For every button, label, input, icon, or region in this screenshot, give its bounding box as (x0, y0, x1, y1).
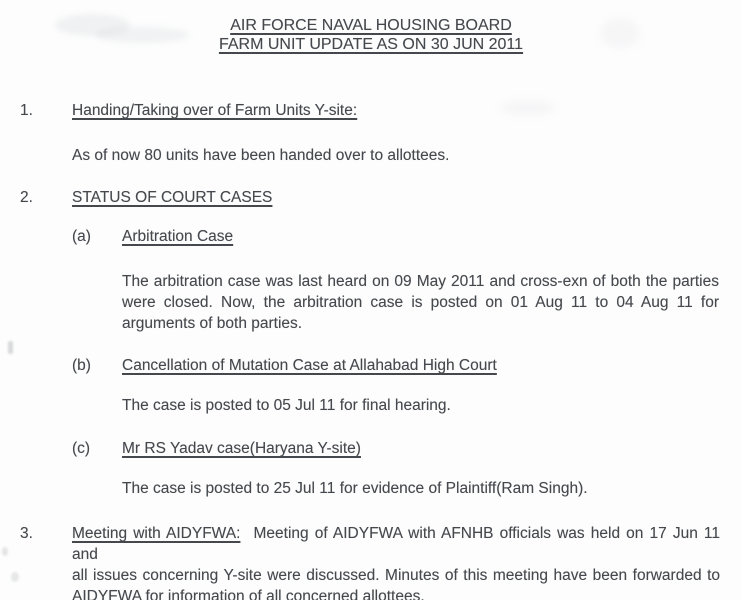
section-1-number: 1. (20, 102, 33, 119)
document-title (0, 16, 742, 54)
case-a-heading-row (0, 226, 742, 247)
section-3-row (0, 523, 742, 600)
case-a-paragraph-line: were closed. Now, the arbitration case is posted on 01 Aug 11 to 04 Aug 11 for (122, 294, 719, 311)
document-title-line2: FARM UNIT UPDATE AS ON 30 JUN 2011 (218, 36, 524, 53)
case-c-marker: (c) (72, 440, 91, 457)
case-b-heading: Cancellation of Mutation Case at Allahabad High Court (122, 357, 497, 374)
document-title-line1: AIR FORCE NAVAL HOUSING BOARD (230, 17, 512, 34)
section-2-heading: STATUS OF COURT CASES (72, 189, 273, 206)
case-a-paragraph-line: The arbitration case was last heard on 09 May 2011 and cross-exn of both the parties (122, 273, 719, 290)
section-2-heading-row (0, 187, 742, 208)
section-3-number: 3. (20, 525, 33, 542)
section-3-line2: all issues concerning Y-site were discussed. Minutes of this meeting have been forwarded to (72, 567, 720, 584)
scan-smudge (8, 341, 13, 354)
case-c-heading-row (0, 438, 742, 459)
section-1-body: As of now 80 units have been handed over to allottees. (72, 147, 450, 164)
section-3-line1 (72, 523, 720, 565)
case-b-body: The case is posted to 05 Jul 11 for final hearing. (122, 397, 451, 414)
case-a-paragraph (0, 271, 742, 334)
case-b-heading-row (0, 355, 742, 376)
case-c-body-row (0, 478, 742, 499)
case-b-marker: (b) (72, 357, 91, 374)
section-3-line1-rest: Meeting of AIDYFWA with AFNHB officials was held on 17 Jun 11 and (72, 525, 721, 563)
section-1-heading-row (0, 100, 742, 121)
case-c-body: The case is posted to 25 Jul 11 for evidence of Plaintiff(Ram Singh). (122, 480, 588, 497)
section-3-line3: AIDYFWA for information of all concerned allottees. (72, 588, 425, 600)
section-3-heading: Meeting with AIDYFWA: (72, 525, 241, 542)
case-a-marker: (a) (72, 228, 91, 245)
section-2-number: 2. (20, 189, 33, 206)
section-1-body-row (0, 145, 742, 166)
case-c-heading: Mr RS Yadav case(Haryana Y-site) (122, 440, 361, 457)
case-a-paragraph-line: arguments of both parties. (122, 315, 303, 332)
case-a-heading: Arbitration Case (122, 228, 234, 245)
section-1-heading: Handing/Taking over of Farm Units Y-site: (72, 102, 358, 119)
case-b-body-row (0, 395, 742, 416)
